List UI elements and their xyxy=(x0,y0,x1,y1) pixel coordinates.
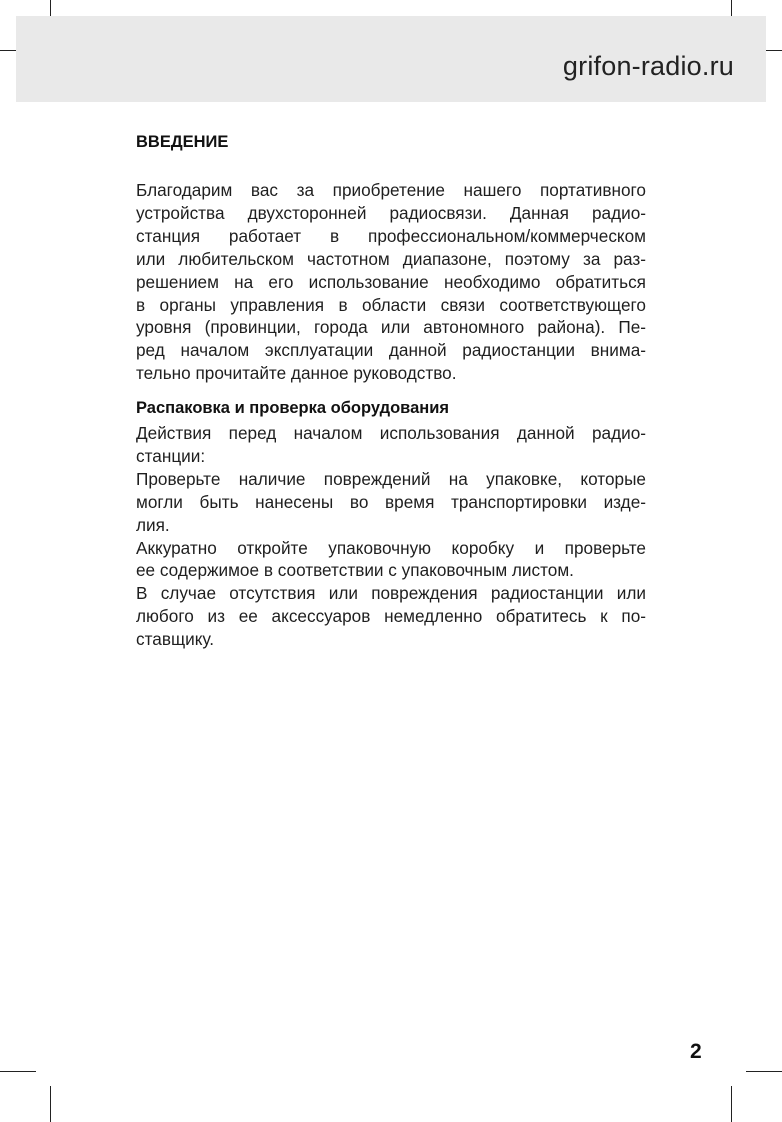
text-line: Благодарим вас за приобретение нашего портативного xyxy=(136,180,646,200)
unpacking-paragraph xyxy=(136,422,646,651)
site-url: grifon-radio.ru xyxy=(562,51,734,81)
text-line: в органы управления в области связи соответствующего xyxy=(136,294,646,315)
text-line: станции: xyxy=(136,445,206,466)
text-line: Аккуратно откройте упаковочную коробку и проверьте xyxy=(136,537,646,558)
text-line: станция работает в профессиональном/коммерческом xyxy=(136,225,646,246)
section-title: ВВЕДЕНИЕ xyxy=(136,133,229,151)
text-line: В случае отсутствия или повреждения радиостанции или xyxy=(136,583,646,604)
text-line: ее содержимое в соответствии с упаковочным листом. xyxy=(136,560,574,581)
text-line: ставщику. xyxy=(136,629,215,650)
text-line: лия. xyxy=(136,514,170,535)
unpacking-heading: Распаковка и проверка оборудования xyxy=(136,399,449,417)
text-line: любого из ее аксессуаров немедленно обратитесь к по- xyxy=(136,606,646,627)
page-number: 2 xyxy=(690,1040,702,1063)
text-line: могли быть нанесены во время транспортировки изде- xyxy=(136,491,646,512)
text-line: устройства двухсторонней радиосвязи. Данная радио- xyxy=(136,202,646,223)
crop-mark-bottom-left-h xyxy=(0,1071,36,1072)
text-line: тельно прочитайте данное руководство. xyxy=(136,363,457,384)
text-line: или любительском частотном диапазоне, поэтому за раз- xyxy=(136,248,646,269)
crop-mark-bottom-left-v xyxy=(50,1086,51,1122)
text-line: Действия перед началом использования данной радио- xyxy=(136,423,646,443)
text-line: уровня (провинции, города или автономного района). Пе- xyxy=(136,317,646,338)
intro-paragraph xyxy=(136,179,646,385)
text-line: решением на его использование необходимо обратиться xyxy=(136,271,646,292)
text-line: ред началом эксплуатации данной радиостанции внима- xyxy=(136,340,646,361)
crop-mark-bottom-right-v xyxy=(731,1086,732,1122)
crop-mark-bottom-right-h xyxy=(746,1071,782,1072)
text-line: Проверьте наличие повреждений на упаковке, которые xyxy=(136,468,646,489)
